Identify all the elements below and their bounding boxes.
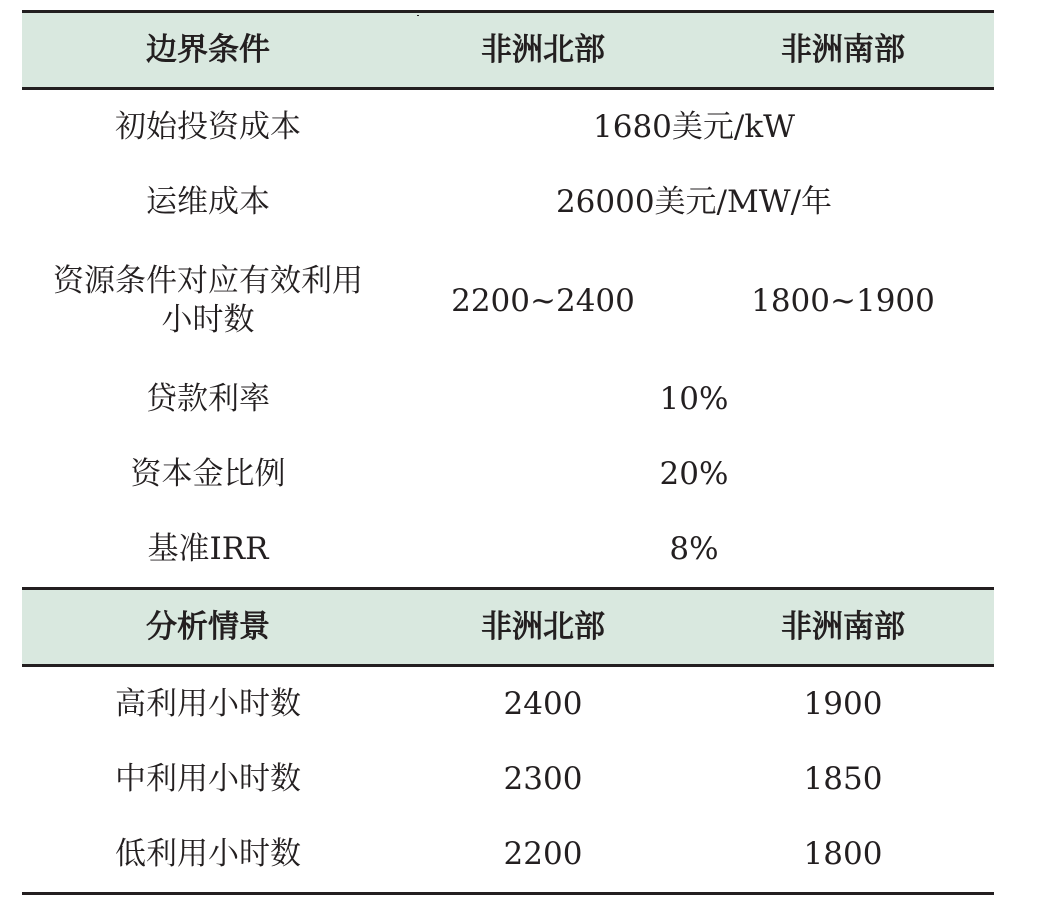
scenario-value-north-low: 2200 <box>394 817 692 894</box>
scenario-value-south-low: 1800 <box>692 817 994 894</box>
scenario-value-north-medium: 2300 <box>503 761 583 798</box>
table-row <box>22 742 994 817</box>
row-label-utilization-hours-line2: 小时数 <box>161 302 255 338</box>
scenario-label-high: 高利用小时数 <box>115 686 301 723</box>
table-row <box>22 817 994 894</box>
scenario-value-south-medium: 1850 <box>803 761 883 798</box>
table-row <box>22 362 994 437</box>
row-label-initial-investment: 初始投资成本 <box>115 109 301 146</box>
row-label-om-cost: 运维成本 <box>146 184 270 221</box>
value-benchmark-irr: 8% <box>669 531 719 568</box>
scenario-label-medium: 中利用小时数 <box>115 761 301 798</box>
header-cell-scenarios: 分析情景 <box>22 589 394 666</box>
header-cell-south-africa-2: 非洲南部 <box>692 589 994 666</box>
row-label-loan-rate: 贷款利率 <box>146 381 270 418</box>
table-row <box>22 89 994 166</box>
row-label-utilization-hours <box>22 240 394 362</box>
table-row <box>22 240 994 362</box>
header-cell-north-africa-2: 非洲北部 <box>394 589 692 666</box>
value-north-utilization-hours: 2200~2400 <box>451 282 635 319</box>
row-label-benchmark-irr: 基准IRR <box>147 531 269 568</box>
scenario-value-south-high: 1900 <box>803 686 883 723</box>
table-row <box>22 512 994 589</box>
header-row-boundary-conditions <box>22 12 994 89</box>
value-equity-ratio: 20% <box>659 456 729 493</box>
row-label-utilization-hours-line1: 资源条件对应有效利用 <box>53 263 363 300</box>
scenario-label-low: 低利用小时数 <box>22 817 394 894</box>
parameter-table <box>22 10 994 895</box>
table-row <box>22 437 994 512</box>
caption-remnant <box>417 6 647 16</box>
value-south-utilization-hours: 1800~1900 <box>751 282 935 319</box>
header-cell-south-africa: 非洲南部 <box>692 12 994 89</box>
row-label-equity-ratio: 资本金比例 <box>130 456 286 493</box>
value-loan-rate: 10% <box>659 381 729 418</box>
header-cell-boundary-conditions: 边界条件 <box>22 12 394 89</box>
scenario-value-north-high: 2400 <box>503 686 583 723</box>
table-row <box>22 666 994 743</box>
parameter-table-container <box>22 10 994 895</box>
header-cell-north-africa: 非洲北部 <box>394 12 692 89</box>
value-initial-investment: 1680美元/kW <box>593 109 795 146</box>
header-row-scenarios <box>22 589 994 666</box>
table-row <box>22 165 994 240</box>
value-om-cost: 26000美元/MW/年 <box>555 184 833 221</box>
